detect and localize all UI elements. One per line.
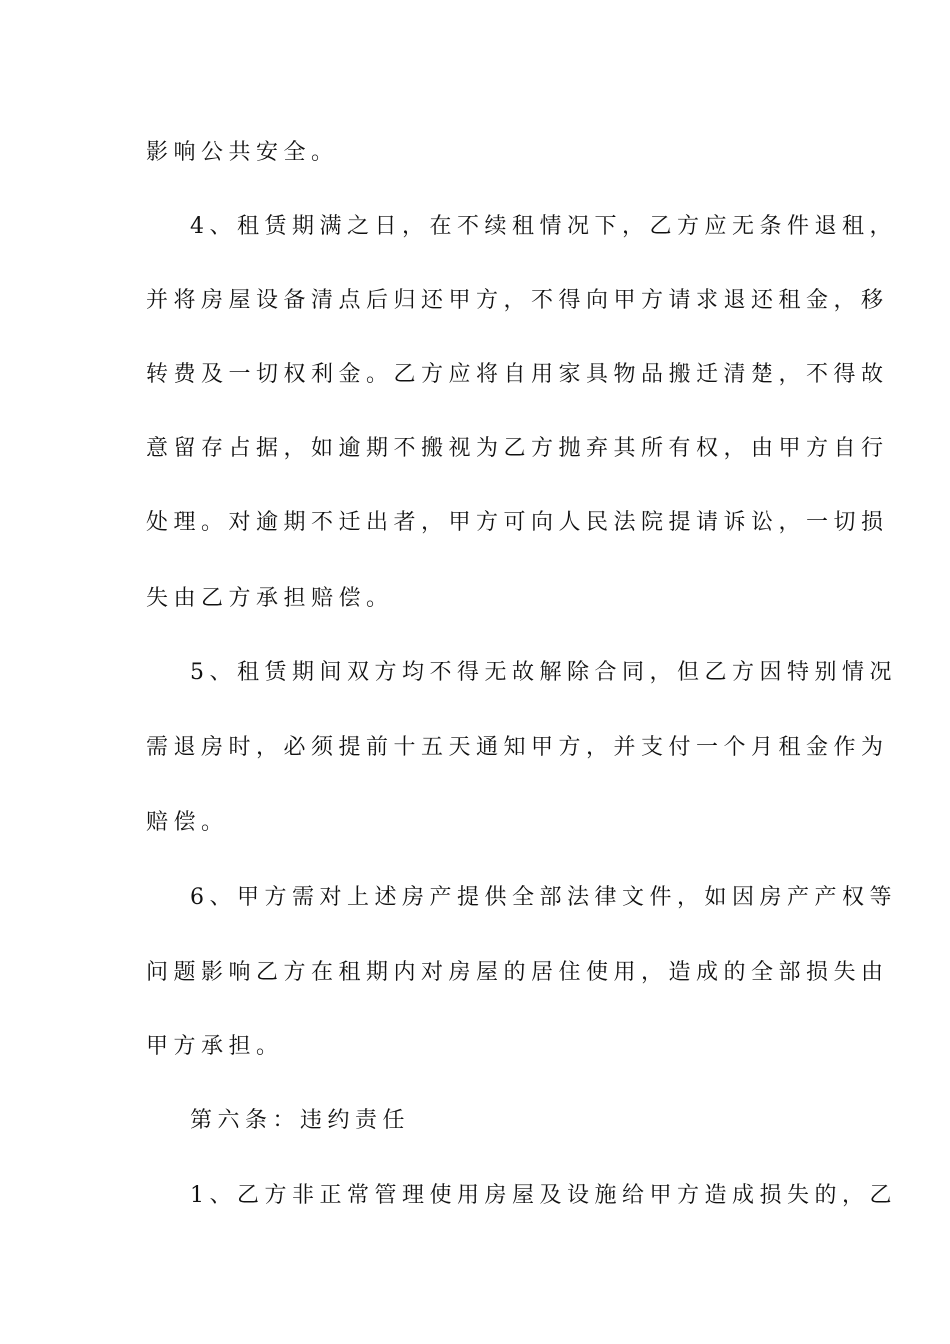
clause-4-start: 4、租赁期满之日，在不续租情况下，乙方应无条件退租， bbox=[190, 214, 897, 239]
text-line: 需退房时，必须提前十五天通知甲方，并支付一个月租金作为 bbox=[146, 735, 889, 760]
text-line: 转费及一切权利金。乙方应将自用家具物品搬迁清楚，不得故 bbox=[146, 362, 889, 387]
article-6-clause-1-start: 1、乙方非正常管理使用房屋及设施给甲方造成损失的，乙 bbox=[190, 1183, 897, 1208]
text-line: 意留存占据，如逾期不搬视为乙方抛弃其所有权，由甲方自行 bbox=[146, 436, 889, 461]
text-line: 处理。对逾期不迁出者，甲方可向人民法院提请诉讼，一切损 bbox=[146, 510, 889, 535]
clause-6-start: 6、甲方需对上述房产提供全部法律文件，如因房产产权等 bbox=[190, 885, 897, 910]
article-6-heading: 第六条：违约责任 bbox=[190, 1108, 411, 1133]
text-line: 并将房屋设备清点后归还甲方，不得向甲方请求退还租金，移 bbox=[146, 288, 889, 313]
text-line: 失由乙方承担赔偿。 bbox=[146, 586, 394, 611]
clause-5-start: 5、租赁期间双方均不得无故解除合同，但乙方因特别情况 bbox=[190, 660, 897, 685]
text-line: 影响公共安全。 bbox=[146, 140, 339, 165]
text-line: 赔偿。 bbox=[146, 810, 229, 835]
text-line: 甲方承担。 bbox=[146, 1034, 284, 1059]
text-line: 问题影响乙方在租期内对房屋的居住使用，造成的全部损失由 bbox=[146, 960, 889, 985]
